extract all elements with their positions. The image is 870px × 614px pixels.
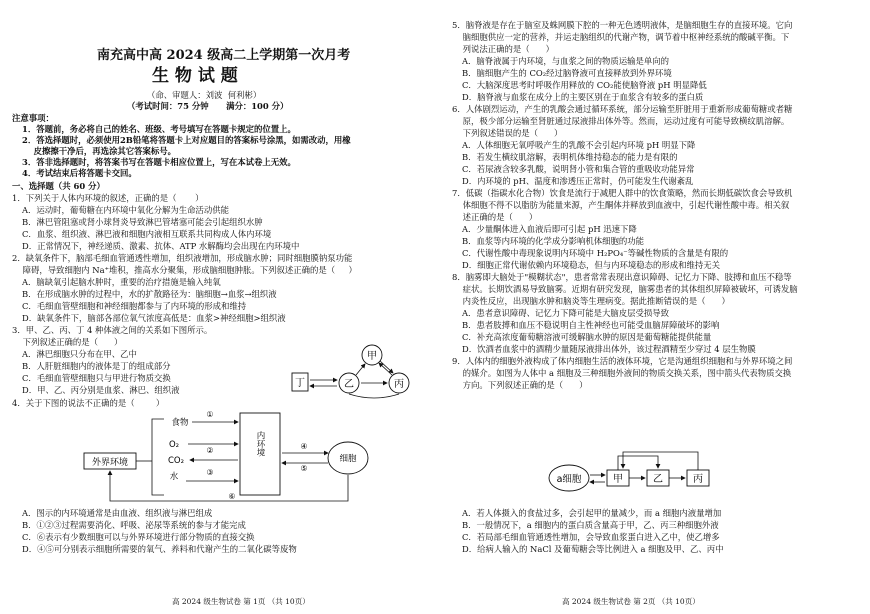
label-water: 水: [169, 472, 179, 482]
question-stem: 2．缺氧条件下，脑部毛细血管通透性增加，组织液增加，形成脑水肿；同时细胞膜钠泵功能: [12, 253, 353, 263]
option: C．代谢性酸中毒现象说明内环境中 H₂PO₄⁻等碱性物质的含量是有限的: [462, 248, 729, 258]
notice-item: 2．答选择题时，必须使用2B铅笔将答题卡上对应题目的答案标号涂黑，如需改动，用橡: [22, 135, 351, 145]
option: B．在形成脑水肿的过程中，水的扩散路径为：脑细胞→血浆→组织液: [22, 289, 277, 299]
option: B．脑细胞产生的 CO₂经过脑脊液可直接释放到外界环境: [462, 68, 672, 78]
question-stem: 6．人体剧烈运动，产生的乳酸会通过循环系统，部分运输至肝脏用于重新形成葡萄糖或者糖: [452, 104, 793, 114]
exam-subject: 生 物 试 题: [152, 66, 238, 86]
option: C．毛细血管壁细胞只与甲进行物质交换: [22, 373, 171, 383]
option: A．若人体摄入的食盐过多，会引起甲的量减少，而 a 细胞内液量增加: [462, 508, 722, 518]
label-bing: 丙: [693, 474, 703, 485]
option: B．淋巴管阻塞或肾小球肾炎导致淋巴管堵塞可能会引起组织水肿: [22, 217, 263, 227]
question-stem: 4．关于下图的说法不正确的是（ ）: [12, 398, 165, 408]
exam-authors: （命、审题人：刘波 何利彬）: [147, 90, 262, 100]
question-stem: 方向。下列叙述正确的是（ ）: [452, 380, 588, 390]
label-n4: ④: [300, 442, 308, 451]
notice-item: 皮擦擦干净后，再选涂其它答案标号。: [22, 146, 177, 156]
notice-item: 1．答题前，务必将自己的姓名、班级、考号填写在答题卡规定的位置上。: [22, 124, 296, 134]
inner-environment-diagram: [82, 409, 372, 505]
option: D．内环境的 pH、温度和渗透压正常时，仍可能发生代谢紊乱: [462, 176, 694, 186]
option: D．缺氧条件下，脑部各部位氧气浓度高低是：血浆>神经细胞>组织液: [22, 313, 286, 323]
option: C．若局部毛细血管通透性增加，会导致血浆蛋白进入乙中，使乙增多: [462, 532, 720, 542]
option: D．甲、乙、丙分别是血浆、淋巴、组织液: [22, 385, 180, 395]
arrow: [356, 364, 365, 375]
fluid-relation-diagram: [277, 340, 427, 400]
label-outside: 外界环境: [91, 458, 129, 468]
arrow: [380, 361, 393, 373]
label-n5: ⑤: [300, 464, 308, 473]
option: C．若尿液含较多乳酸，说明肾小管和集合管的重吸收功能异常: [462, 164, 695, 174]
option: C．血浆、组织液、淋巴液和细胞内液相互联系共同构成人体内环境: [22, 229, 272, 239]
option: A．脑脊液属于内环境，与血浆之间的物质运输是单向的: [462, 56, 670, 66]
label-yi: 乙: [653, 474, 663, 485]
option: A．运动时，葡萄糖在内环境中氧化分解为生命活动供能: [22, 205, 230, 215]
question-stem: 述正确的是（ ）: [452, 212, 538, 222]
question-stem: 9．人体内的细胞外液构成了体内细胞生活的液体环境，它是沟通组织细胞和与外界环境之间: [452, 356, 793, 366]
option: A．脑缺氧引起脑水肿时，重要的治疗措施是输入纯氧: [22, 277, 221, 287]
question-stem: 1．下列关于人体内环境的叙述，正确的是（ ）: [12, 193, 204, 203]
arrow: [618, 456, 658, 470]
option: A．人体细胞无氧呼吸产生的乳酸不会引起内环境 pH 明显下降: [462, 140, 696, 150]
label-yi: 乙: [344, 379, 354, 390]
option: D．给病人输入的 NaCl 及葡萄糖会等比例进入 a 细胞及甲、乙、丙中: [462, 544, 724, 554]
label-bing: 丙: [394, 379, 404, 390]
option: A．图示的内环境通常是由血液、组织液与淋巴组成: [22, 508, 213, 518]
notice-item: 3．答非选择题时，将答案书写在答题卡相应位置上，写在本试卷上无效。: [22, 157, 296, 167]
footer-left: 高 2024 级生物试卷 第 1页 （共 10页）: [172, 597, 310, 606]
question-stem: 内炎性反应，出现脑水肿和脑炎等生理病变。据此推断错误的是（ ）: [452, 296, 730, 306]
question-stem: 3．甲、乙、丙、丁 4 种体液之间的关系如下图所示。: [12, 325, 213, 335]
label-jia: 甲: [367, 351, 377, 362]
curve-line: [349, 394, 399, 398]
label-food: 食物: [171, 418, 189, 428]
exam-time-score: （考试时间：75 分钟 满分：100 分）: [127, 101, 289, 111]
option: D．细胞正常代谢依赖内环境稳态，但与内环境稳态的形成和维持无关: [462, 260, 720, 270]
question-stem: 脑细胞供应一定的营养，并运走脑组织的代谢产物，调节着中枢神经系统的酸碱平衡。下: [452, 32, 790, 42]
question-stem: 8．脑雾即大脑处于"模糊状态"，患者常常表现出意识障碍、记忆力下降、肢搏和血压不稳等: [452, 272, 792, 282]
option: B．①②③过程需要消化、呼吸、泌尿等系统的参与才能完成: [22, 520, 246, 530]
label-n3: ③: [206, 468, 214, 477]
question-stem: 症状。长期饮酒易导致脑雾。近期有研究发现，脑雾患者的其体组织屏障被破坏，可诱发脑: [452, 284, 798, 294]
label-a-cell: a细胞: [556, 474, 582, 485]
option: B．人肝脏细胞内的液体是丁的组成部分: [22, 361, 171, 371]
label-n2: ②: [206, 446, 214, 455]
question-stem: 列说法正确的是（ ）: [452, 44, 554, 54]
label-inner: 内环境: [255, 431, 265, 457]
option: C．⑥表示有少数细胞可以与外界环境进行部分物质的直接交换: [22, 532, 255, 542]
label-o2: O₂: [168, 440, 180, 450]
question-stem: 下列叙述错误的是（ ）: [452, 128, 563, 138]
label-n1: ①: [206, 410, 214, 419]
question-stem: 7．低碳（指碳水化合物）饮食是流行于减肥人群中的饮食策略，然而长期低碳饮食会导致机: [452, 188, 793, 198]
arrow: [623, 452, 698, 470]
arrow: [379, 363, 392, 375]
question-stem: 原，极少部分运输至肾脏通过尿液排出体外等。然而，运动过度有可能导致横纹肌溶解。: [452, 116, 790, 126]
option: D．正常情况下，神经递质、激素、抗体、ATP 水解酶均会出现在内环境中: [22, 241, 300, 251]
notice-heading: 注意事项：: [12, 113, 54, 123]
exam-title: 南充高中高 2024 级高二上学期第一次月考: [97, 48, 351, 63]
question-stem: 体细胞不得不以脂肪为能量来源，产生酮体并释放到血液中，引起代谢性酸中毒。相关叙: [452, 200, 790, 210]
question-stem: 的媒介。如图为人体中 a 细胞及三种细胞外液间的物质交换关系，图中箭头代表物质交换: [452, 368, 792, 378]
notice-item: 4．考试结束后将答题卡交回。: [22, 168, 137, 178]
option: B．患者肢搏和血压不稳说明自主性神经也可能受血脑屏障破坏的影响: [462, 320, 720, 330]
option: D．饮酒者血浆中的酒精少量随尿液排出体外，该过程酒精至少穿过 4 层生物膜: [462, 344, 756, 354]
option: D．脑脊液与血浆在成分上的主要区别在于血浆含有较多的蛋白质: [462, 92, 704, 102]
option: B．血浆等内环境的化学成分影响机体细胞的功能: [462, 236, 645, 246]
label-co2: CO₂: [167, 456, 185, 466]
option: A．患者意识障碍、记忆力下降可能是大脑皮层受损导致: [462, 308, 670, 318]
option: C．大脑深度思考时呼吸作用释放的 CO₂能使脑脊液 pH 明显降低: [462, 80, 707, 90]
section-heading: 一、选择题（共 60 分）: [12, 181, 105, 191]
option: B．一般情况下，a 细胞内的蛋白质含量高于甲，乙、丙三种细胞外液: [462, 520, 719, 530]
option: C．毛细血管壁细胞和神经细胞都参与了内环境的形成和维持: [22, 301, 247, 311]
question-stem: 障碍，导致细胞内 Na⁺堆积，推高水分聚集，形成脑细胞肿胀。下列叙述正确的是（ ）: [12, 265, 357, 275]
label-n6: ⑥: [228, 492, 236, 501]
bracket-left: [152, 419, 164, 495]
cell-exchange-diagram: [547, 448, 727, 500]
footer-right: 高 2024 级生物试卷 第 2页 （共 10页）: [562, 597, 700, 606]
label-cell: 细胞: [339, 454, 357, 464]
option: D．④⑤可分别表示细胞所需要的氧气、养料和代谢产生的二氧化碳等废物: [22, 544, 297, 554]
question-stem: 5．脑脊液是存在于脑室及蛛网膜下腔的一种无色透明液体，是脑细胞生存的直接环境。它向: [452, 20, 793, 30]
option: B．若发生横纹肌溶解，表明机体维持稳态的能力是有限的: [462, 152, 678, 162]
option: C．补充高浓度葡萄糖溶液可缓解脑水肿的原因是葡萄糖能提供能量: [462, 332, 712, 342]
label-jia: 甲: [613, 474, 623, 485]
option: A．淋巴细胞只分布在甲、乙中: [22, 349, 137, 359]
option: A．少量酮体进入血液后即可引起 pH 迅速下降: [462, 224, 637, 234]
label-ding: 丁: [295, 378, 305, 389]
question-stem: 下列叙述正确的是（ ）: [12, 337, 123, 347]
